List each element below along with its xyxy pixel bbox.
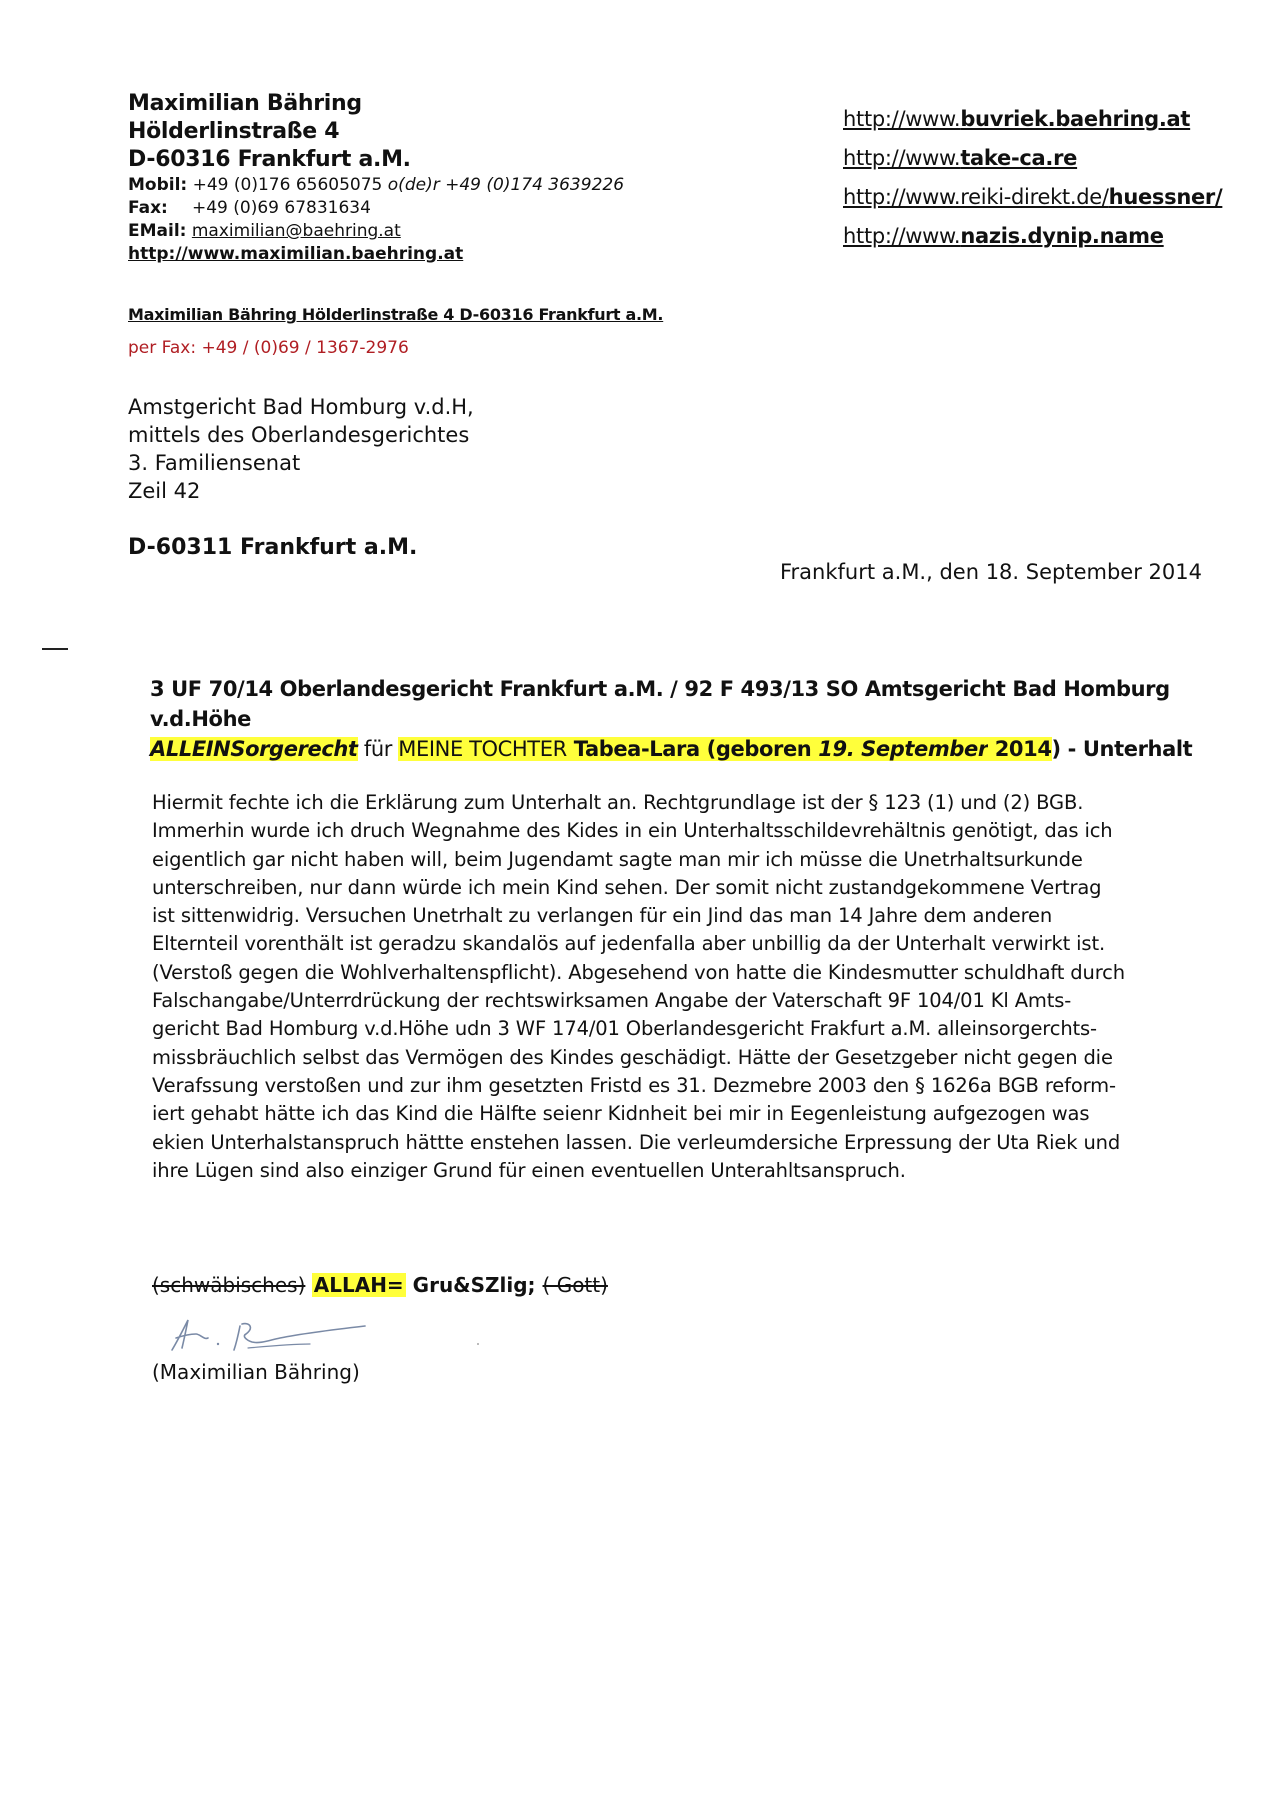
subject-block xyxy=(150,674,1230,764)
subject-line2 xyxy=(150,734,1230,764)
recipient-zip-city: D-60311 Frankfurt a.M. xyxy=(128,535,418,560)
sender-street: Hölderlinstraße 4 xyxy=(128,119,340,144)
sender-email xyxy=(128,220,624,243)
body-line: Elternteil vorenthält ist geradzu skandalös auf jedenfalla aber unbillig da der Unterhalt verwirkt ist. xyxy=(152,932,1105,956)
subject-fuer: für xyxy=(357,737,399,761)
fold-mark xyxy=(42,648,68,650)
handwritten-signature xyxy=(160,1310,400,1358)
subject-name: Tabea-Lara (geboren xyxy=(566,737,819,761)
subject-meine-tochter: MEINE TOCHTER xyxy=(398,737,567,761)
body-text xyxy=(152,789,1202,1185)
fax-label: Fax: xyxy=(128,198,168,218)
body-line: ihre Lügen sind also einziger Grund für einen eventuellen Unterahltsanspruch. xyxy=(152,1158,906,1182)
recipient-line1: Amstgericht Bad Homburg v.d.H, xyxy=(128,395,474,419)
sender-mobile xyxy=(128,174,624,197)
mobile-value: +49 (0)176 65605075 xyxy=(192,175,383,195)
fax-value: +49 (0)69 67831634 xyxy=(192,198,371,218)
subject-line1: 3 UF 70/14 Oberlandesgericht Frankfurt a.M. / 92 F 493/13 SO Amtsgericht Bad Homburg v.d.Höhe xyxy=(150,677,1170,731)
letter-date: Frankfurt a.M., den 18. September 2014 xyxy=(780,560,1202,584)
email-link[interactable]: maximilian@baehring.at xyxy=(191,221,401,241)
sender-fax xyxy=(128,197,624,220)
sender-website-link[interactable]: http://www.maximilian.baehring.at xyxy=(128,244,464,264)
subject-allein: ALLEINSorgerecht xyxy=(150,737,358,761)
body-line: Falschangabe/Unterrdrückung der rechtswirksamen Angabe der Vaterschaft 9F 104/01 Kl Amts- xyxy=(152,989,1072,1013)
body-line: eigentlich gar nicht haben will, beim Jugendamt sagte man mir ich müsse die Unetrhaltsurkunde xyxy=(152,847,1083,871)
body-line: Immerhin wurde ich druch Wegnahme des Kides in ein Unterhaltsschildevrehältnis genötigt, das ich xyxy=(152,819,1113,843)
link-reiki[interactable]: http://www.reiki-direkt.de/huessner/ xyxy=(843,185,1223,209)
recipient-line4: Zeil 42 xyxy=(128,479,201,503)
fax-line: per Fax: +49 / (0)69 / 1367-2976 xyxy=(128,338,409,358)
recipient-line2: mittels des Oberlandesgerichtes xyxy=(128,423,470,447)
subject-birthdate: 19. September xyxy=(818,737,988,761)
body-line: missbräuchlich selbst das Vermögen des Kindes geschädigt. Hätte der Gesetzgeber nicht gegen die xyxy=(152,1045,1113,1069)
body-line: Verafssung verstoßen und zur ihm gesetzten Fristd es 31. Dezmebre 2003 den § 1626a BGB reform- xyxy=(152,1073,1116,1097)
greeting-highlight: ALLAH= xyxy=(313,1273,404,1297)
recipient-block xyxy=(128,393,474,505)
body-line: iert gehabt hätte ich das Kind die Hälfte seienr Kidnheit bei mir in Eegenleistung aufgezogen was xyxy=(152,1102,1090,1126)
body-line: Hiermit fechte ich die Erklärung zum Unterhalt an. Rechtgrundlage ist der § 123 (1) und (2) BGB. xyxy=(152,791,1084,814)
mobile-label: Mobil: xyxy=(128,175,188,195)
body-line: (Verstoß gegen die Wohlverhaltenspflicht). Abgesehend von hatte die Kindesmutter schuldhaft durch xyxy=(152,960,1125,984)
greeting-main: Gru&SZlig; xyxy=(405,1273,543,1297)
return-address: Maximilian Bähring Hölderlinstraße 4 D-60316 Frankfurt a.M. xyxy=(128,305,664,324)
sender-name: Maximilian Bähring xyxy=(128,91,362,116)
recipient-line3: 3. Familiensenat xyxy=(128,451,301,475)
body-line: ist sittenwidrig. Versuchen Unetrhalt zu verlangen für ein Jind das man 14 Jahre dem anderen xyxy=(152,904,1053,928)
body-line: gericht Bad Homburg v.d.Höhe udn 3 WF 174/01 Oberlandesgericht Frakfurt a.M. alleinsorgerchts- xyxy=(152,1017,1097,1041)
subject-end: ) - Unterhalt xyxy=(1051,737,1193,761)
greeting-struck-2: ( Gott) xyxy=(542,1273,608,1297)
sender-city: D-60316 Frankfurt a.M. xyxy=(128,147,411,172)
link-nazis-dynip[interactable]: http://www.nazis.dynip.name xyxy=(843,224,1164,248)
sender-block xyxy=(128,90,624,266)
link-take-care[interactable]: http://www.take-ca.re xyxy=(843,146,1078,170)
subject-year: 2014 xyxy=(987,737,1052,761)
body-line: ekien Unterhalstanspruch hättte enstehen lassen. Die verleumdersiche Erpressung der Uta Riek und xyxy=(152,1130,1121,1154)
mobile-alt: o(de)r +49 (0)174 3639226 xyxy=(387,175,625,195)
email-label: EMail: xyxy=(128,221,187,241)
link-list xyxy=(843,100,1263,256)
speck xyxy=(477,1343,479,1345)
link-buvriek[interactable]: http://www.buvriek.baehring.at xyxy=(843,107,1191,131)
signature-name: (Maximilian Bähring) xyxy=(152,1360,360,1384)
greeting-struck-1: (schwäbisches) xyxy=(152,1273,306,1297)
body-line: unterschreiben, nur dann würde ich mein Kind sehen. Der somit nicht zustandgekommene Vertrag xyxy=(152,875,1102,899)
closing-greeting xyxy=(152,1273,608,1297)
